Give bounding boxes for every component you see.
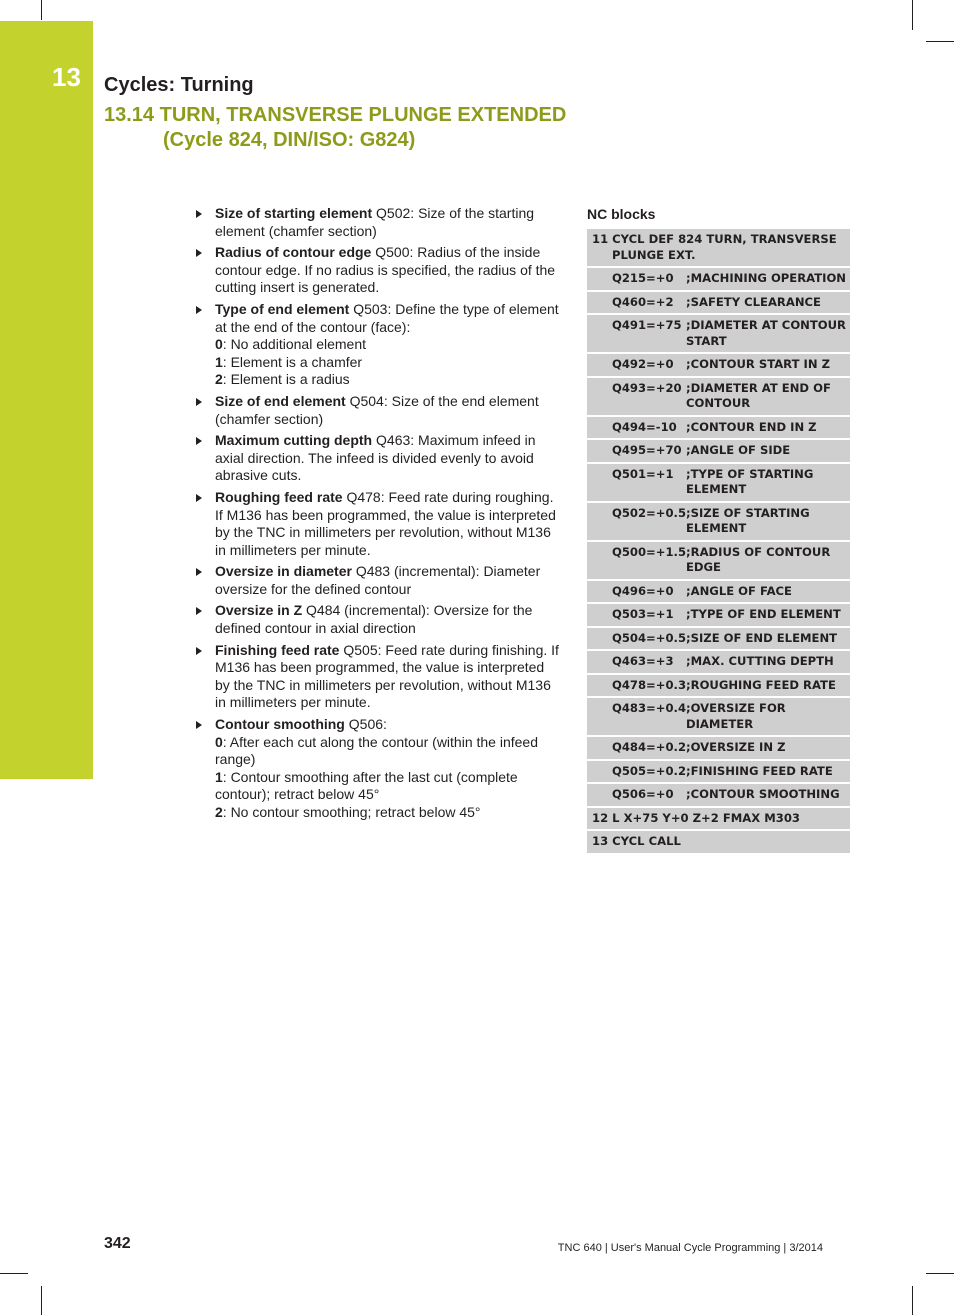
nc-param-comment: ;TYPE OF END ELEMENT <box>686 603 850 627</box>
nc-param-row <box>587 760 850 784</box>
parameter-term: 2 <box>215 804 223 820</box>
bullet-arrow-icon <box>196 568 202 576</box>
nc-param-comment: ;SIZE OF END ELEMENT <box>686 627 850 651</box>
nc-param-comment: ;CONTOUR START IN Z <box>686 353 850 377</box>
parameter-term: Radius of contour edge <box>215 244 372 261</box>
parameter-term: 1 <box>215 768 223 785</box>
nc-block-row <box>587 229 850 267</box>
nc-param-row <box>587 377 850 416</box>
parameter-item-p502 <box>196 205 560 240</box>
nc-param-value: Q495=+70 <box>587 439 686 463</box>
bullet-arrow-icon <box>196 249 202 257</box>
nc-param-row <box>587 502 850 541</box>
nc-param-value: Q484=+0.2 <box>587 736 686 760</box>
parameter-text: Q502: Size of the starting element (chamfer section) <box>215 205 535 239</box>
nc-block-row <box>587 807 850 831</box>
nc-block-line-wrap: PLUNGE EXT. <box>612 247 696 262</box>
nc-param-comment: ;RADIUS OF CONTOUR EDGE <box>686 541 850 580</box>
nc-param-comment: ;CONTOUR SMOOTHING <box>686 783 850 807</box>
parameter-text: Q504: Size of the end element (chamfer section) <box>215 392 539 427</box>
nc-param-row <box>587 674 850 698</box>
nc-param-comment: ;ANGLE OF FACE <box>686 580 850 604</box>
parameter-text: : Element is a radius <box>222 371 350 388</box>
nc-param-row <box>587 463 850 502</box>
nc-param-value: Q478=+0.3 <box>587 674 686 698</box>
nc-param-row <box>587 314 850 353</box>
nc-param-value: Q506=+0 <box>587 783 686 807</box>
nc-param-value: Q460=+2 <box>587 291 686 315</box>
nc-param-comment: ;MAX. CUTTING DEPTH <box>686 650 850 674</box>
nc-param-row <box>587 736 850 760</box>
parameter-item-p506 <box>196 716 560 822</box>
parameter-text: Q500: Radius of the inside contour edge. If no radius is specified, the radius of the cutting insert is generated. <box>215 244 556 296</box>
bullet-arrow-icon <box>196 398 202 406</box>
parameter-text: Q505: Feed rate during finishing. If M136 has been programmed, the value is interpreted by the TNC in millimeters per revolution, without M136 in millimeters per minute. <box>215 641 559 711</box>
section-title-line2: (Cycle 824, DIN/ISO: G824) <box>163 129 416 151</box>
nc-blocks-heading: NC blocks <box>587 206 656 222</box>
crop-mark <box>912 0 913 30</box>
crop-mark <box>926 1273 954 1274</box>
section-title-line1: 13.14 TURN, TRANSVERSE PLUNGE EXTENDED <box>104 104 567 126</box>
nc-param-value: Q492=+0 <box>587 353 686 377</box>
bullet-arrow-icon <box>196 437 202 445</box>
parameter-term: 0 <box>215 733 223 750</box>
parameter-text: : After each cut along the contour (within the infeed range) <box>215 733 538 768</box>
parameter-item-p484 <box>196 602 560 637</box>
bullet-arrow-icon <box>196 210 202 218</box>
nc-param-comment: ;CONTOUR END IN Z <box>686 416 850 440</box>
parameter-text: Q506: <box>344 716 387 733</box>
parameter-term: Oversize in Z <box>215 602 303 619</box>
bullet-arrow-icon <box>196 721 202 729</box>
nc-block-line: 13 CYCL CALL <box>587 830 850 854</box>
bullet-arrow-icon <box>196 494 202 502</box>
nc-param-comment: ;MACHINING OPERATION <box>686 267 850 291</box>
parameter-text: Q463: Maximum infeed in axial direction. The infeed is divided evenly to avoid abrasive cuts. <box>215 432 536 484</box>
parameter-term: Oversize in diameter <box>215 563 352 580</box>
parameter-text: : No contour smoothing; retract below 45° <box>222 804 481 820</box>
nc-param-value: Q496=+0 <box>587 580 686 604</box>
nc-param-row <box>587 291 850 315</box>
parameter-text: Q478: Feed rate during roughing. If M136 has been programmed, the value is interpreted by the TNC in millimeters per revolution, without M136 in millimeters per minute. <box>215 488 556 558</box>
bullet-arrow-icon <box>196 607 202 615</box>
parameter-item-p503 <box>196 301 560 389</box>
parameter-item-p505 <box>196 642 560 712</box>
nc-block-line: 11 CYCL DEF 824 TURN, TRANSVERSE <box>592 232 837 246</box>
parameter-item-p504 <box>196 393 560 428</box>
parameter-list <box>196 205 560 826</box>
nc-param-value: Q493=+20 <box>587 377 686 416</box>
nc-param-comment: ;FINISHING FEED RATE <box>686 760 850 784</box>
nc-param-value: Q501=+1 <box>587 463 686 502</box>
parameter-term: Type of end element <box>215 300 350 317</box>
nc-param-value: Q491=+75 <box>587 314 686 353</box>
nc-param-row <box>587 580 850 604</box>
parameter-item-p463 <box>196 432 560 485</box>
crop-mark <box>41 0 42 20</box>
chapter-number: 13 <box>52 62 81 92</box>
section-title <box>104 103 566 153</box>
nc-param-comment: ;OVERSIZE FOR DIAMETER <box>686 697 850 736</box>
nc-param-row <box>587 650 850 674</box>
crop-mark <box>926 41 954 42</box>
nc-param-comment: ;DIAMETER AT CONTOUR START <box>686 314 850 353</box>
crop-mark <box>41 1286 42 1315</box>
parameter-term: 1 <box>215 353 223 370</box>
parameter-term: 2 <box>215 371 223 388</box>
crop-mark <box>912 1286 913 1315</box>
nc-param-comment: ;TYPE OF STARTING ELEMENT <box>686 463 850 502</box>
nc-param-value: Q215=+0 <box>587 267 686 291</box>
crop-mark <box>0 1273 28 1274</box>
nc-param-row <box>587 353 850 377</box>
nc-param-row <box>587 697 850 736</box>
nc-param-row <box>587 783 850 807</box>
nc-param-comment: ;SIZE OF STARTING ELEMENT <box>686 502 850 541</box>
parameter-text: Q503: Define the type of element at the end of the contour (face): <box>215 300 559 335</box>
nc-param-comment: ;DIAMETER AT END OF CONTOUR <box>686 377 850 416</box>
nc-param-value: Q502=+0.5 <box>587 502 686 541</box>
nc-param-row <box>587 603 850 627</box>
parameter-term: Contour smoothing <box>215 716 345 733</box>
nc-param-value: Q503=+1 <box>587 603 686 627</box>
parameter-text: : Contour smoothing after the last cut (complete contour); retract below 45° <box>215 768 518 803</box>
chapter-title: Cycles: Turning <box>104 74 254 96</box>
parameter-term: Roughing feed rate <box>215 488 343 505</box>
nc-block-row <box>587 830 850 854</box>
nc-param-row <box>587 267 850 291</box>
nc-blocks-table <box>587 229 850 855</box>
nc-param-comment: ;ANGLE OF SIDE <box>686 439 850 463</box>
nc-param-value: Q463=+3 <box>587 650 686 674</box>
parameter-item-p500 <box>196 244 560 297</box>
nc-param-row <box>587 627 850 651</box>
nc-param-value: Q483=+0.4 <box>587 697 686 736</box>
parameter-term: Size of starting element <box>215 205 373 221</box>
bullet-arrow-icon <box>196 647 202 655</box>
parameter-term: 0 <box>215 336 223 353</box>
parameter-item-p483 <box>196 563 560 598</box>
bullet-arrow-icon <box>196 306 202 314</box>
nc-param-comment: ;ROUGHING FEED RATE <box>686 674 850 698</box>
parameter-text: : Element is a chamfer <box>222 353 363 370</box>
nc-block-line: 12 L X+75 Y+0 Z+2 FMAX M303 <box>587 807 850 831</box>
footer-text: TNC 640 | User's Manual Cycle Programming | 3/2014 <box>557 1242 823 1254</box>
nc-param-comment: ;SAFETY CLEARANCE <box>686 291 850 315</box>
nc-param-value: Q494=-10 <box>587 416 686 440</box>
parameter-term: Finishing feed rate <box>215 641 340 658</box>
nc-param-row <box>587 541 850 580</box>
nc-param-comment: ;OVERSIZE IN Z <box>686 736 850 760</box>
page-number: 342 <box>104 1235 131 1252</box>
parameter-term: Maximum cutting depth <box>215 432 373 449</box>
chapter-tab <box>0 21 93 779</box>
nc-param-row <box>587 439 850 463</box>
parameter-item-p478 <box>196 489 560 559</box>
nc-param-value: Q500=+1.5 <box>587 541 686 580</box>
parameter-text: Q483 (incremental): Diameter oversize for the defined contour <box>215 563 541 597</box>
nc-block-cycl-def <box>587 229 850 267</box>
parameter-text: : No additional element <box>222 336 366 353</box>
nc-param-value: Q504=+0.5 <box>587 627 686 651</box>
nc-param-row <box>587 416 850 440</box>
nc-param-value: Q505=+0.2 <box>587 760 686 784</box>
parameter-text: Q484 (incremental): Oversize for the defined contour in axial direction <box>215 602 533 637</box>
parameter-term: Size of end element <box>215 392 346 409</box>
